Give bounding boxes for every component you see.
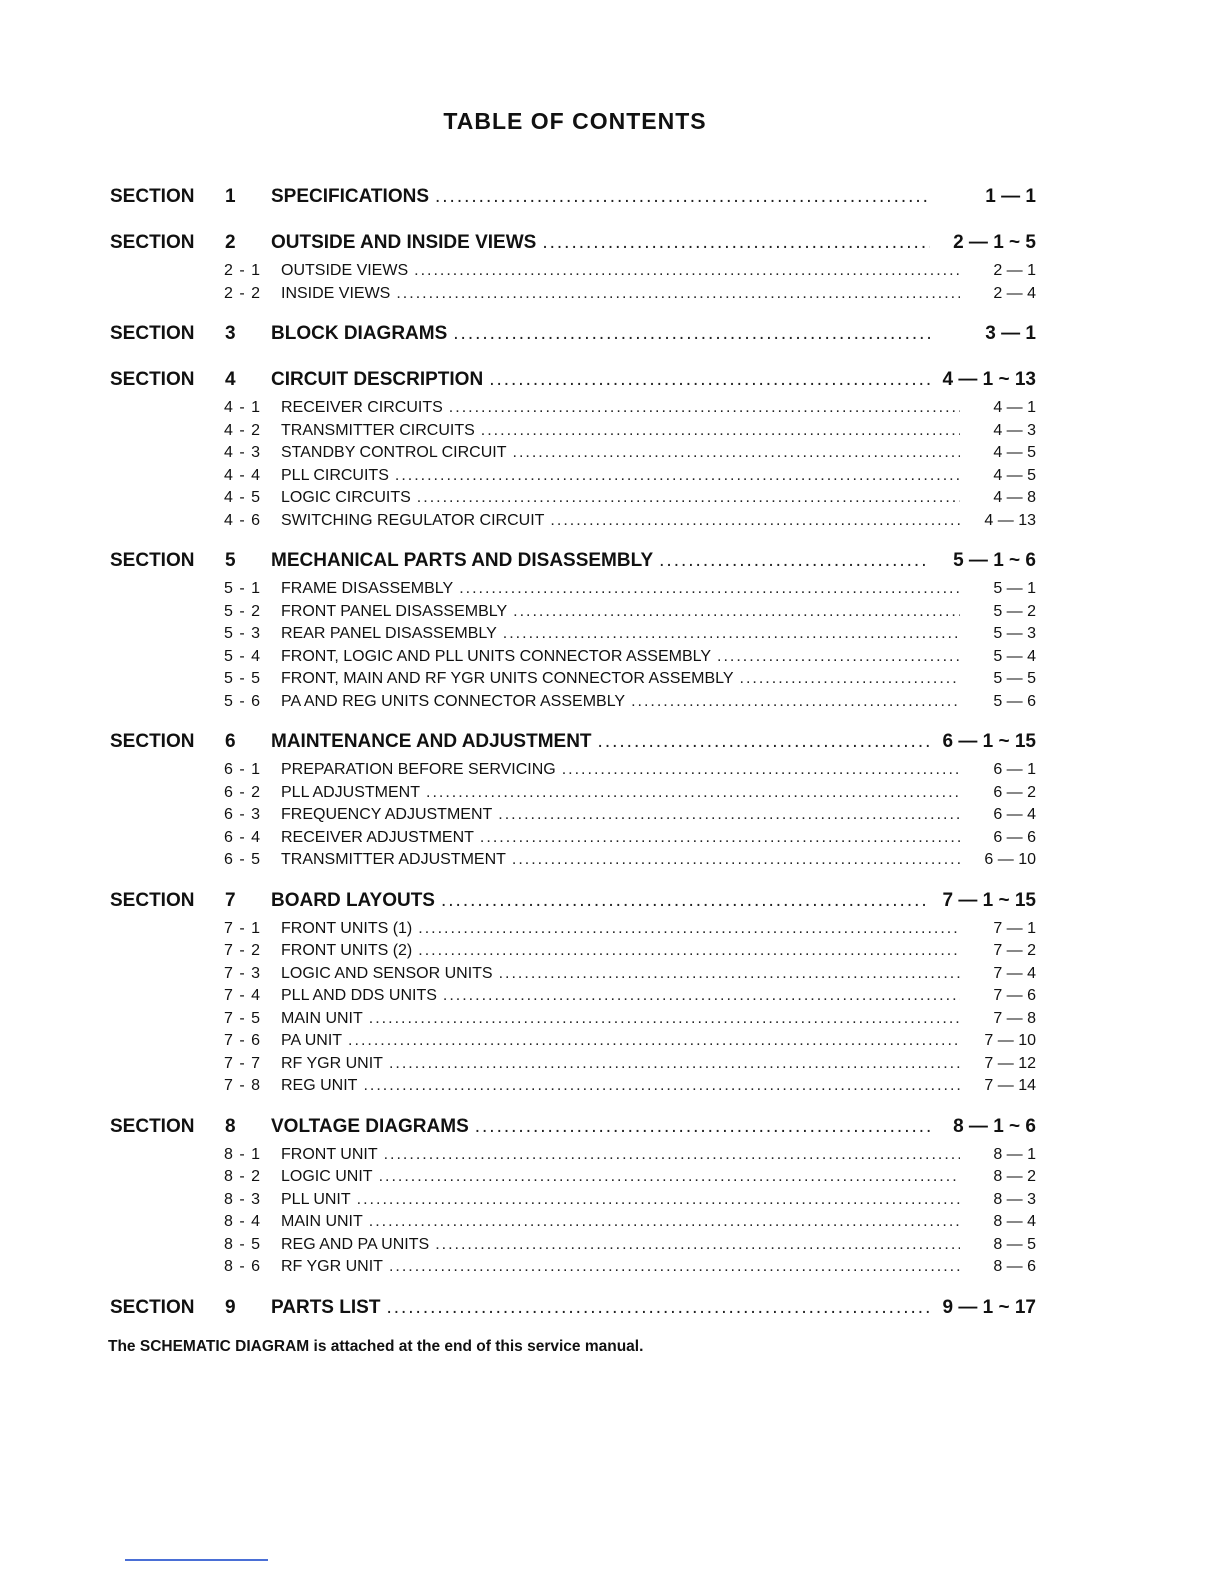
subsection-number: 7 - 8 <box>224 1077 262 1094</box>
section-label: SECTION <box>110 232 195 253</box>
subsection-title: PREPARATION BEFORE SERVICING <box>281 761 556 778</box>
dot-leader <box>453 323 930 345</box>
section-title: MAINTENANCE AND ADJUSTMENT <box>271 731 592 752</box>
section-page: 8 — 1 ~ 6 <box>953 1115 1036 1137</box>
subsection-entry[interactable] <box>110 829 1036 852</box>
subsection-entry[interactable] <box>110 806 1036 829</box>
subsection-entry[interactable] <box>110 1010 1036 1033</box>
subsection-entry[interactable] <box>110 920 1036 943</box>
subsection-page: 8 — 6 <box>993 1258 1036 1275</box>
subsection-number: 6 - 2 <box>224 783 262 801</box>
dot-leader <box>481 422 960 440</box>
subsection-page: 4 — 3 <box>993 421 1036 439</box>
subsection-page: 6 — 4 <box>993 806 1036 823</box>
subsection-page: 8 — 4 <box>993 1213 1036 1230</box>
section-entry[interactable] <box>110 186 1036 216</box>
dot-leader <box>659 550 930 572</box>
subsection-number: 8 - 2 <box>224 1168 262 1185</box>
dot-leader <box>489 369 930 391</box>
subsection-page: 4 — 5 <box>993 466 1036 484</box>
section-title: PARTS LIST <box>271 1296 381 1318</box>
subsection-entry[interactable] <box>110 580 1036 603</box>
dot-leader <box>418 920 960 938</box>
subsection-page: 7 — 12 <box>984 1054 1036 1072</box>
dot-leader <box>384 1146 960 1164</box>
dot-leader <box>503 625 960 643</box>
subsection-entry[interactable] <box>110 285 1036 308</box>
dot-leader <box>459 580 960 598</box>
subsection-entry[interactable] <box>110 784 1036 807</box>
dot-leader <box>418 942 960 960</box>
dot-leader <box>414 262 960 280</box>
subsection-page: 5 — 6 <box>993 692 1036 710</box>
toc-section <box>110 369 1036 534</box>
subsection-page: 6 — 6 <box>993 828 1036 846</box>
dot-leader <box>498 806 960 824</box>
subsection-page: 5 — 5 <box>993 670 1036 687</box>
dot-leader <box>598 731 930 753</box>
section-entry[interactable] <box>110 890 1036 920</box>
subsection-entry[interactable] <box>110 489 1036 512</box>
dot-leader <box>740 670 960 688</box>
subsection-page: 5 — 1 <box>993 580 1036 597</box>
section-number: 7 <box>225 889 236 911</box>
subsection-number: 2 - 2 <box>224 284 262 302</box>
dot-leader <box>389 1055 960 1073</box>
dot-leader <box>443 987 960 1005</box>
subsection-title: INSIDE VIEWS <box>281 284 391 302</box>
subsection-entry[interactable] <box>110 1055 1036 1078</box>
subsection-title: TRANSMITTER ADJUSTMENT <box>281 851 506 868</box>
subsection-title: PLL AND DDS UNITS <box>281 987 437 1004</box>
section-title: CIRCUIT DESCRIPTION <box>271 369 484 390</box>
subsection-number: 8 - 4 <box>224 1213 262 1230</box>
subsection-title: PLL ADJUSTMENT <box>281 783 420 801</box>
section-page: 5 — 1 ~ 6 <box>953 550 1036 571</box>
subsection-title: OUTSIDE VIEWS <box>281 262 409 279</box>
section-entry[interactable] <box>110 1297 1036 1327</box>
subsection-title: RECEIVER ADJUSTMENT <box>281 828 474 846</box>
subsection-number: 8 - 5 <box>224 1235 262 1253</box>
section-page: 1 — 1 <box>985 186 1036 207</box>
subsection-entry[interactable] <box>110 1236 1036 1259</box>
toc-section <box>110 232 1036 307</box>
section-title: BOARD LAYOUTS <box>271 889 435 911</box>
subsection-number: 7 - 3 <box>224 964 262 982</box>
dot-leader <box>631 693 960 711</box>
section-number: 3 <box>225 323 236 344</box>
subsection-number: 4 - 3 <box>224 444 262 461</box>
subsection-entry[interactable] <box>110 761 1036 784</box>
subsection-entry[interactable] <box>110 987 1036 1010</box>
subsection-page: 4 — 13 <box>984 511 1036 529</box>
subsection-page: 2 — 4 <box>993 284 1036 302</box>
subsection-title: FRAME DISASSEMBLY <box>281 580 454 597</box>
section-page: 4 — 1 ~ 13 <box>942 369 1036 390</box>
subsection-entry[interactable] <box>110 467 1036 490</box>
subsection-page: 6 — 10 <box>984 851 1036 868</box>
section-page: 9 — 1 ~ 17 <box>942 1296 1036 1318</box>
subsection-page: 7 — 14 <box>984 1077 1036 1094</box>
subsection-title: RF YGR UNIT <box>281 1258 383 1275</box>
subsection-title: LOGIC AND SENSOR UNITS <box>281 964 493 982</box>
subsection-number: 5 - 6 <box>224 692 262 710</box>
subsection-entry[interactable] <box>110 1213 1036 1236</box>
subsection-page: 8 — 2 <box>993 1168 1036 1185</box>
subsection-number: 6 - 5 <box>224 851 262 868</box>
subsection-title: FRONT UNITS (2) <box>281 942 413 959</box>
subsection-title: REAR PANEL DISASSEMBLY <box>281 625 497 642</box>
section-entry[interactable] <box>110 1116 1036 1146</box>
dot-leader <box>562 761 960 779</box>
subsection-title: SWITCHING REGULATOR CIRCUIT <box>281 511 545 529</box>
section-title: BLOCK DIAGRAMS <box>271 323 448 344</box>
subsection-number: 7 - 7 <box>224 1054 262 1072</box>
subsection-page: 7 — 1 <box>993 919 1036 937</box>
section-number: 4 <box>225 369 236 390</box>
subsection-number: 5 - 1 <box>224 580 262 597</box>
subsection-number: 4 - 2 <box>224 421 262 439</box>
toc-section <box>110 1116 1036 1281</box>
dot-leader <box>435 186 930 208</box>
section-title: OUTSIDE AND INSIDE VIEWS <box>271 232 537 253</box>
subsection-title: PLL CIRCUITS <box>281 466 389 484</box>
subsection-title: FRONT UNITS (1) <box>281 919 413 937</box>
section-label: SECTION <box>110 1115 195 1137</box>
section-number: 1 <box>225 186 236 207</box>
section-label: SECTION <box>110 369 195 390</box>
subsection-number: 4 - 1 <box>224 399 262 416</box>
subsection-entry[interactable] <box>110 1032 1036 1055</box>
dot-leader <box>499 965 960 983</box>
section-page: 2 — 1 ~ 5 <box>953 232 1036 253</box>
subsection-page: 8 — 5 <box>993 1235 1036 1253</box>
subsection-number: 6 - 1 <box>224 761 262 778</box>
subsection-page: 5 — 3 <box>993 625 1036 642</box>
subsection-number: 7 - 5 <box>224 1009 262 1027</box>
subsection-title: FRONT PANEL DISASSEMBLY <box>281 602 508 620</box>
subsection-title: FRONT, MAIN AND RF YGR UNITS CONNECTOR ASSEMBLY <box>281 670 734 687</box>
dot-leader <box>435 1236 960 1254</box>
section-number: 8 <box>225 1115 236 1137</box>
subsection-number: 8 - 1 <box>224 1145 262 1163</box>
dot-leader <box>363 1077 960 1095</box>
subsection-page: 8 — 3 <box>993 1190 1036 1208</box>
subsection-title: PA UNIT <box>281 1032 343 1049</box>
subsection-entry[interactable] <box>110 670 1036 693</box>
subsection-number: 8 - 3 <box>224 1190 262 1208</box>
dot-leader <box>395 467 960 485</box>
section-title: MECHANICAL PARTS AND DISASSEMBLY <box>271 550 654 571</box>
section-entry[interactable] <box>110 369 1036 399</box>
dot-leader <box>512 851 960 869</box>
subsection-title: LOGIC UNIT <box>281 1168 373 1185</box>
toc-section <box>110 186 1036 216</box>
dot-leader <box>348 1032 960 1050</box>
subsection-number: 8 - 6 <box>224 1258 262 1275</box>
subsection-entry[interactable] <box>110 512 1036 535</box>
toc-section <box>110 550 1036 715</box>
subsection-page: 7 — 2 <box>993 942 1036 959</box>
subsection-title: REG AND PA UNITS <box>281 1235 430 1253</box>
subsection-number: 7 - 2 <box>224 942 262 959</box>
subsection-number: 5 - 3 <box>224 625 262 642</box>
dot-leader <box>396 285 960 303</box>
dot-leader <box>513 444 961 462</box>
table-of-contents <box>110 186 1036 1343</box>
dot-leader <box>389 1258 960 1276</box>
section-entry[interactable] <box>110 323 1036 353</box>
subsection-entry[interactable] <box>110 648 1036 671</box>
subsection-title: TRANSMITTER CIRCUITS <box>281 421 475 439</box>
subsection-number: 7 - 1 <box>224 919 262 937</box>
subsection-page: 5 — 2 <box>993 602 1036 620</box>
section-label: SECTION <box>110 323 195 344</box>
subsection-page: 7 — 8 <box>993 1009 1036 1027</box>
subsection-title: RECEIVER CIRCUITS <box>281 399 443 416</box>
subsection-page: 7 — 4 <box>993 964 1036 982</box>
section-page: 6 — 1 ~ 15 <box>942 731 1036 752</box>
subsection-entry[interactable] <box>110 262 1036 285</box>
section-title: SPECIFICATIONS <box>271 186 429 207</box>
section-entry[interactable] <box>110 550 1036 580</box>
subsection-page: 4 — 1 <box>993 399 1036 416</box>
subsection-title: PLL UNIT <box>281 1190 351 1208</box>
subsection-number: 5 - 4 <box>224 647 262 665</box>
subsection-title: FRONT UNIT <box>281 1145 378 1163</box>
section-title: VOLTAGE DIAGRAMS <box>271 1115 469 1137</box>
dot-leader <box>426 784 960 802</box>
subsection-entry[interactable] <box>110 1146 1036 1169</box>
subsection-entry[interactable] <box>110 444 1036 467</box>
subsection-number: 6 - 3 <box>224 806 262 823</box>
dot-leader <box>542 232 930 254</box>
section-entry[interactable] <box>110 232 1036 262</box>
subsection-number: 6 - 4 <box>224 828 262 846</box>
bottom-rule <box>125 1559 268 1561</box>
section-number: 9 <box>225 1296 236 1318</box>
dot-leader <box>369 1010 960 1028</box>
subsection-page: 8 — 1 <box>993 1145 1036 1163</box>
subsection-title: PA AND REG UNITS CONNECTOR ASSEMBLY <box>281 692 626 710</box>
subsection-title: FRONT, LOGIC AND PLL UNITS CONNECTOR ASSEMBLY <box>281 647 712 665</box>
dot-leader <box>379 1168 960 1186</box>
dot-leader <box>357 1191 960 1209</box>
subsection-number: 2 - 1 <box>224 262 262 279</box>
subsection-number: 7 - 6 <box>224 1032 262 1049</box>
section-label: SECTION <box>110 731 195 752</box>
section-label: SECTION <box>110 550 195 571</box>
section-number: 6 <box>225 731 236 752</box>
section-label: SECTION <box>110 186 195 207</box>
subsection-entry[interactable] <box>110 603 1036 626</box>
subsection-title: MAIN UNIT <box>281 1213 363 1230</box>
subsection-entry[interactable] <box>110 422 1036 445</box>
subsection-entry[interactable] <box>110 851 1036 874</box>
toc-section <box>110 731 1036 874</box>
subsection-number: 4 - 4 <box>224 466 262 484</box>
toc-section <box>110 1297 1036 1327</box>
subsection-page: 7 — 10 <box>984 1032 1036 1049</box>
dot-leader <box>717 648 960 666</box>
subsection-entry[interactable] <box>110 399 1036 422</box>
dot-leader <box>417 489 960 507</box>
subsection-entry[interactable] <box>110 625 1036 648</box>
toc-section <box>110 323 1036 353</box>
subsection-page: 7 — 6 <box>993 987 1036 1004</box>
subsection-title: RF YGR UNIT <box>281 1054 383 1072</box>
subsection-page: 2 — 1 <box>993 262 1036 279</box>
subsection-number: 5 - 2 <box>224 602 262 620</box>
toc-section <box>110 890 1036 1100</box>
subsection-number: 5 - 5 <box>224 670 262 687</box>
subsection-title: LOGIC CIRCUITS <box>281 489 411 506</box>
section-page: 7 — 1 ~ 15 <box>942 889 1036 911</box>
section-number: 5 <box>225 550 236 571</box>
dot-leader <box>369 1213 960 1231</box>
subsection-page: 5 — 4 <box>993 647 1036 665</box>
subsection-page: 4 — 8 <box>993 489 1036 506</box>
dot-leader <box>386 1297 930 1319</box>
dot-leader <box>513 603 960 621</box>
subsection-entry[interactable] <box>110 1258 1036 1281</box>
subsection-entry[interactable] <box>110 1077 1036 1100</box>
subsection-entry[interactable] <box>110 1168 1036 1191</box>
dot-leader <box>475 1116 930 1138</box>
subsection-entry[interactable] <box>110 1191 1036 1214</box>
subsection-title: REG UNIT <box>281 1077 358 1094</box>
subsection-entry[interactable] <box>110 965 1036 988</box>
section-entry[interactable] <box>110 731 1036 761</box>
subsection-title: FREQUENCY ADJUSTMENT <box>281 806 493 823</box>
subsection-page: 6 — 1 <box>993 761 1036 778</box>
dot-leader <box>449 399 960 417</box>
subsection-title: STANDBY CONTROL CIRCUIT <box>281 444 507 461</box>
subsection-title: MAIN UNIT <box>281 1009 363 1027</box>
dot-leader <box>550 512 960 530</box>
footer-note: The SCHEMATIC DIAGRAM is attached at the end of this service manual. <box>108 1338 644 1355</box>
subsection-number: 4 - 5 <box>224 489 262 506</box>
page-title: TABLE OF CONTENTS <box>443 108 707 134</box>
section-label: SECTION <box>110 889 195 911</box>
subsection-entry[interactable] <box>110 942 1036 965</box>
subsection-number: 4 - 6 <box>224 511 262 529</box>
subsection-number: 7 - 4 <box>224 987 262 1004</box>
subsection-page: 4 — 5 <box>993 444 1036 461</box>
section-label: SECTION <box>110 1296 195 1318</box>
section-number: 2 <box>225 232 236 253</box>
dot-leader <box>441 890 930 912</box>
dot-leader <box>480 829 960 847</box>
section-page: 3 — 1 <box>985 323 1036 344</box>
subsection-entry[interactable] <box>110 693 1036 716</box>
subsection-page: 6 — 2 <box>993 783 1036 801</box>
